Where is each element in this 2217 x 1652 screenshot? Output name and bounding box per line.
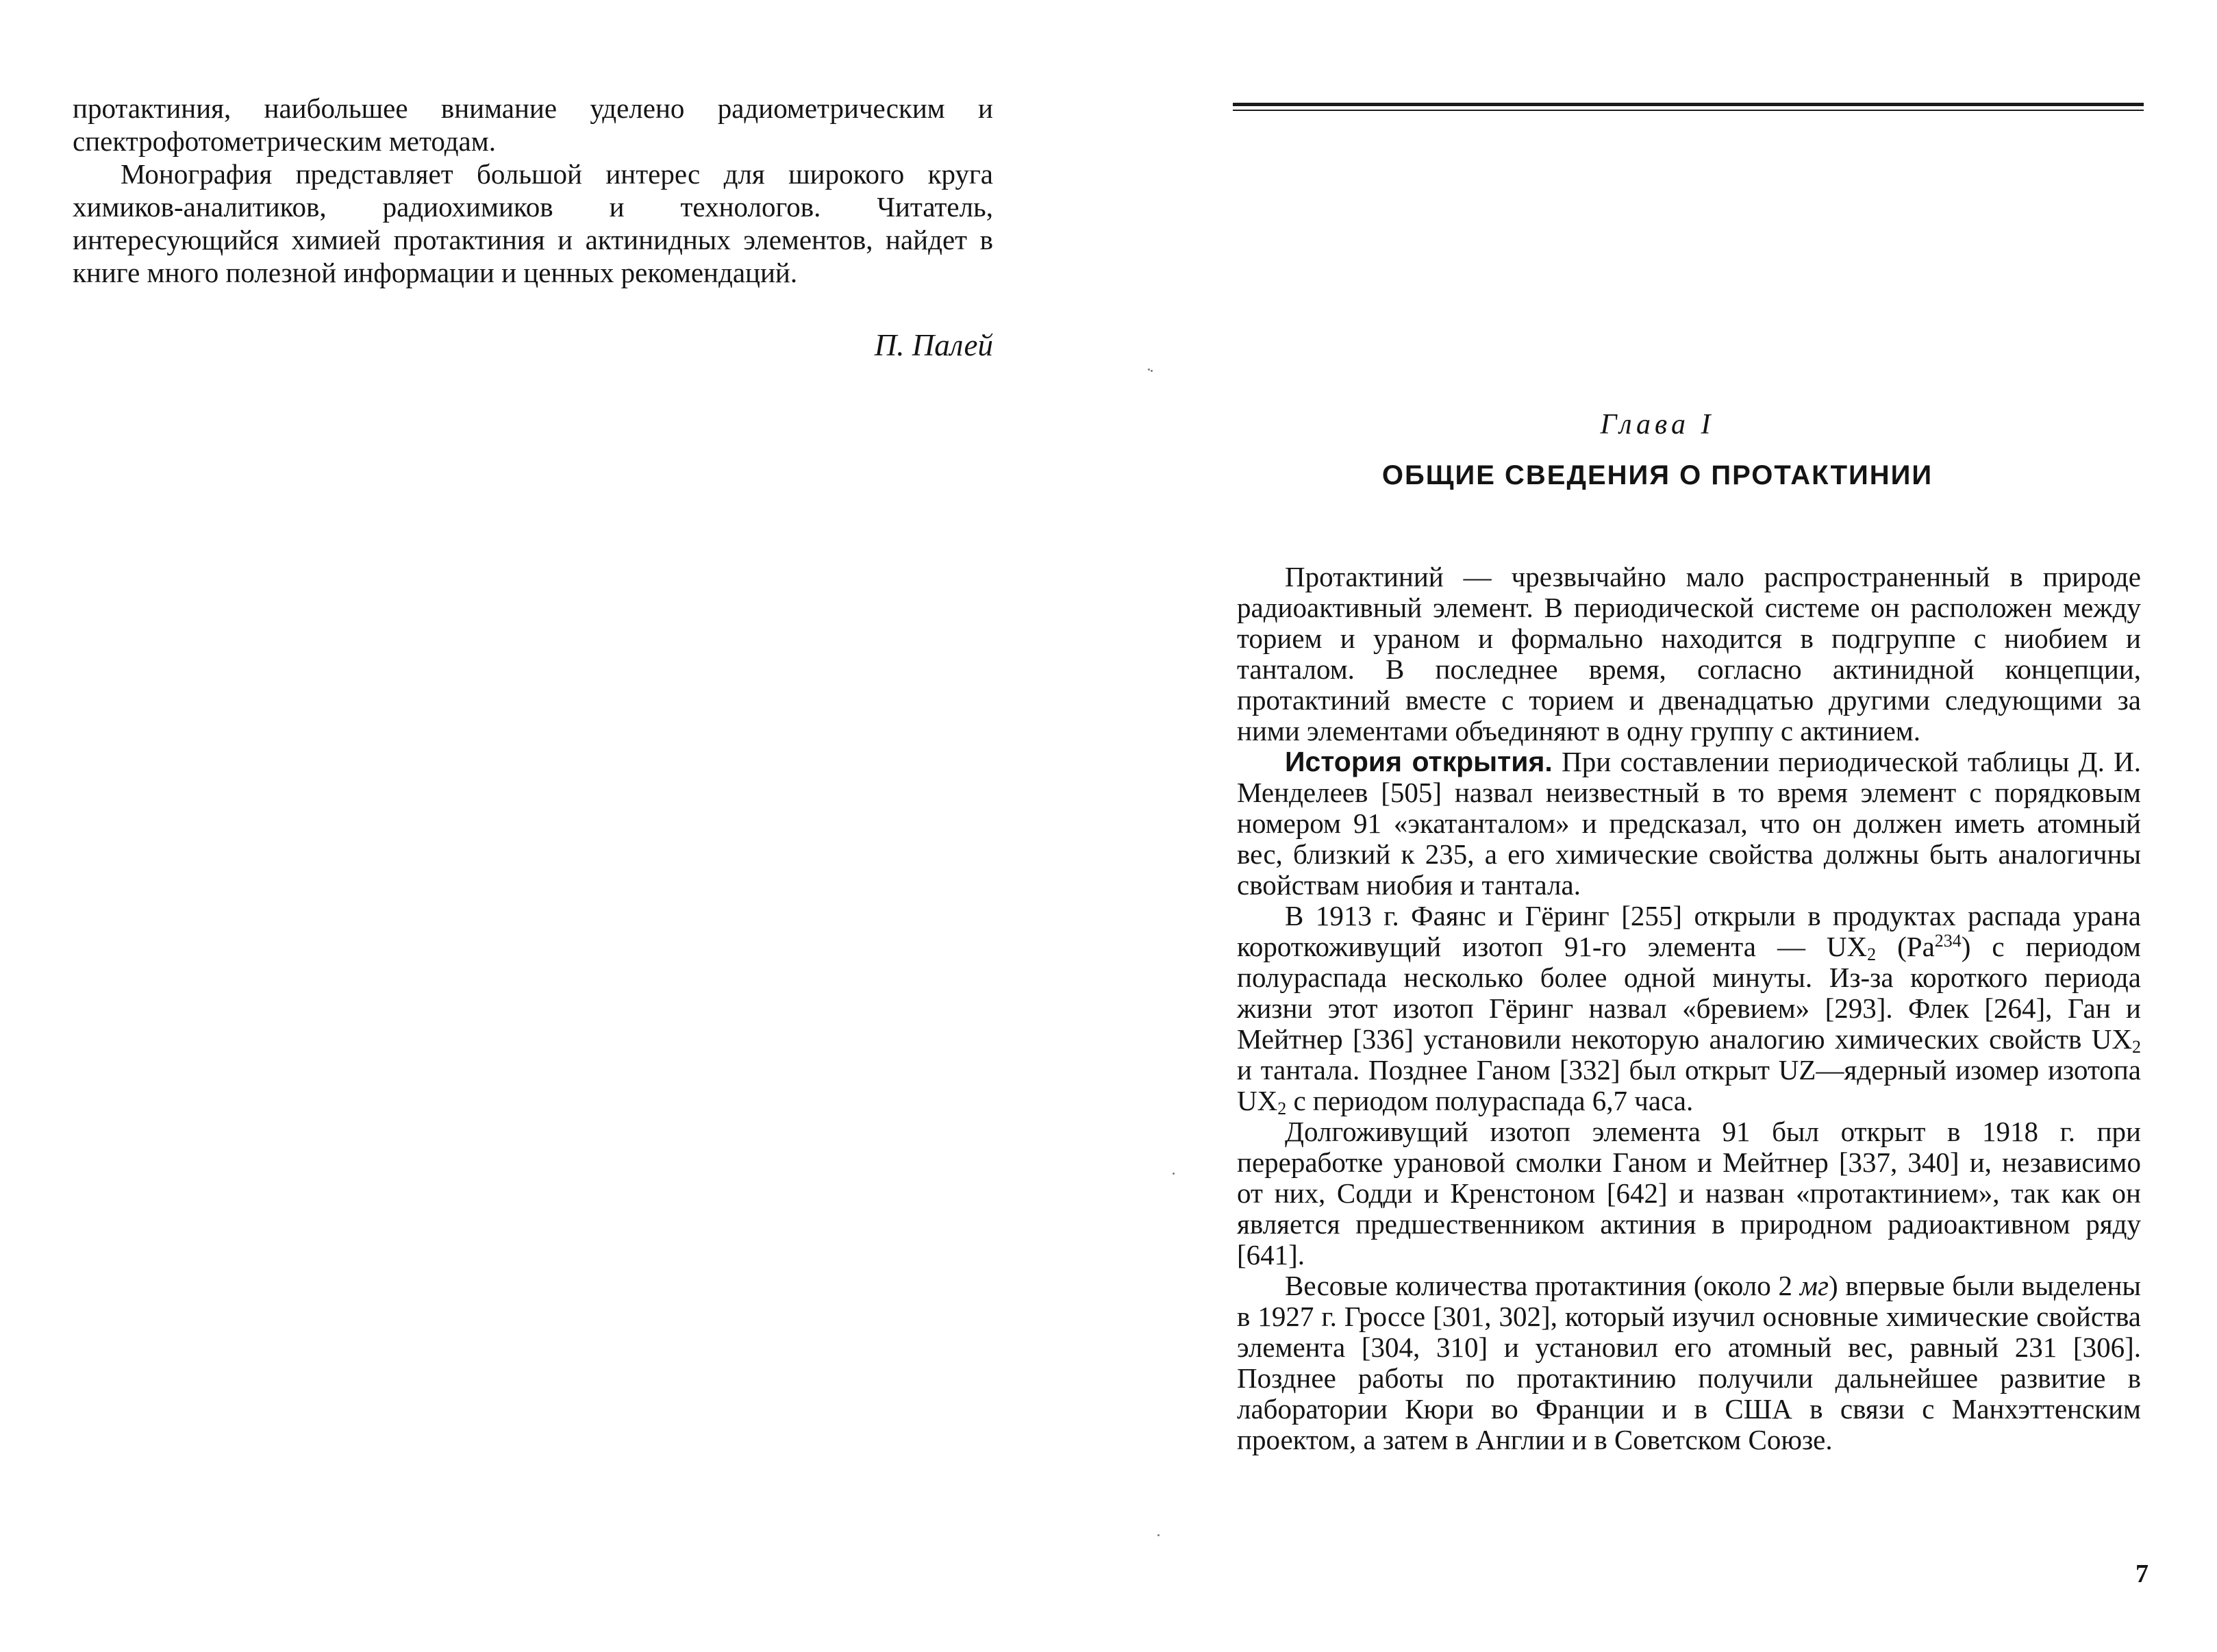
subscript: 2 <box>1277 1099 1287 1118</box>
author-signature: П. Палей <box>874 328 993 362</box>
page-number: 7 <box>2135 1560 2149 1588</box>
text-run: Весовые количества протактиния (около 2 <box>1285 1270 1800 1301</box>
text-run: и тантала. Позднее Ганом [332] был открыт UZ—ядерный изомер изотопа UX <box>1237 1054 2141 1116</box>
subscript: 2 <box>2132 1037 2141 1057</box>
scan-speck <box>1173 1173 1175 1175</box>
unit-italic: мг <box>1799 1270 1829 1301</box>
chapter-body <box>1237 562 2141 1455</box>
text-run: (Pa <box>1876 931 1935 962</box>
text-run: ) впервые были выделены в 1927 г. Гроссе [301, 302], который изучил основные химические свойства элемента [304, 310] и установил его атомный вес, равный 231 [306]. Позднее работы по протактинию получили дальнейшее развитие в лаборатории Кюри во Франции и в США в связи с Манхэттенским проектом, а затем в Англии и в Советском Союзе. <box>1237 1270 2141 1455</box>
subscript: 2 <box>1867 944 1877 964</box>
paragraph-1927 <box>1237 1271 2141 1455</box>
text-run: ) с периодом полураспада несколько более одной минуты. Из-за короткого периода жизни этот изотоп Гёринг назвал «бревием» [293]. Флек [264], Ган и Мейтнер [336] установили некоторую аналогию химических свойств UX <box>1237 931 2142 1055</box>
header-rule <box>1233 103 2144 106</box>
chapter-label: Глава I <box>1600 409 1715 440</box>
paragraph-history <box>1237 747 2141 901</box>
text-run: В 1913 г. Фаянс и Гёринг [255] открыли в продуктах распада урана короткоживущий изотоп 91-го элемента — UX <box>1237 900 2141 962</box>
section-heading-history: История открытия. <box>1285 746 1553 777</box>
text-run: с периодом полураспада 6,7 часа. <box>1286 1085 1694 1116</box>
superscript: 234 <box>1934 931 1962 951</box>
paragraph-history-text: При составлении периодической таблицы Д. И. Менделеев [505] назвал неизвестный в то время элемент с порядковым номером 91 «экатанталом» и предсказал, что он должен иметь атомный вес, близкий к 235, а его химические свойства должны быть аналогичны свойствам ниобия и тантала. <box>1237 746 2141 901</box>
left-page-text <box>73 92 993 289</box>
scan-speck <box>1148 368 1150 371</box>
right-page <box>1137 0 2217 1652</box>
left-paragraph-2: Монография представляет большой интерес для широкого круга химиков-аналитиков, радиохимиков и технологов. Читатель, интересующийся химией протактиния и актинидных элементов, найдет в книге много полезной информации и ценных рекомендаций. <box>73 158 993 288</box>
chapter-title: ОБЩИЕ СВЕДЕНИЯ О ПРОТАКТИНИИ <box>1381 460 1933 490</box>
left-page <box>0 0 1068 1652</box>
paragraph-1913 <box>1237 901 2141 1116</box>
left-paragraph-1: протактиния, наибольшее внимание уделено радиометрическим и спектрофотометрическим методам. <box>73 92 993 157</box>
paragraph-intro: Протактиний — чрезвычайно мало распространенный в природе радиоактивный элемент. В периодической системе он расположен между торием и ураном и формально находится в подгруппе с ниобием и танталом. В последнее время, согласно актинидной концепции, протактиний вместе с торием и двенадцатью другими следующими за ними элементами объединяют в одну группу с актинием. <box>1237 561 2141 747</box>
scan-speck <box>1157 1534 1160 1536</box>
header-rule-thin <box>1233 110 2144 111</box>
paragraph-1918: Долгоживущий изотоп элемента 91 был открыт в 1918 г. при переработке урановой смолки Ганом и Мейтнер [337, 340] и, независимо от них, Содди и Кренстоном [642] и назван «протактинием», так как он является предшественником актиния в природном радиоактивном ряду [641]. <box>1237 1116 2141 1271</box>
